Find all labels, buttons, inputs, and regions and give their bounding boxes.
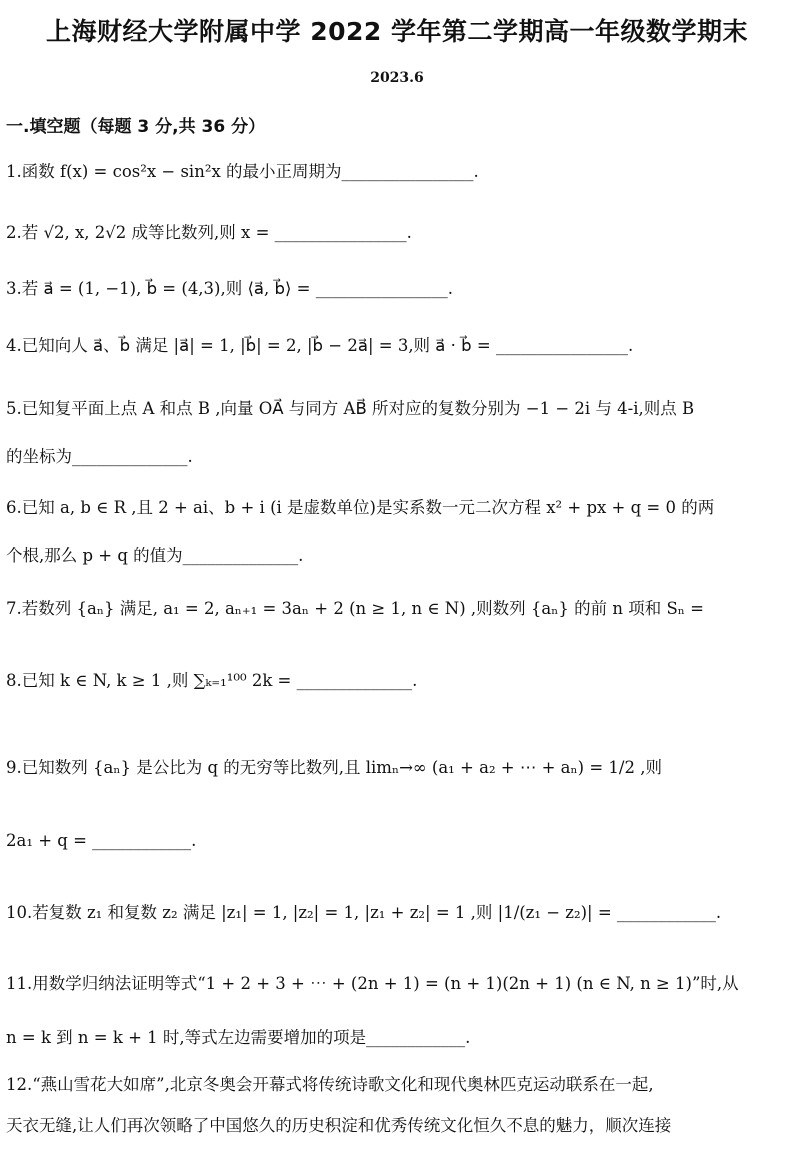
question-11-line-2: n = k 到 n = k + 1 时,等式左边需要增加的项是____________. <box>6 1028 471 1047</box>
question-10: 10.若复数 z₁ 和复数 z₂ 满足 |z₁| = 1, |z₂| = 1, |z₁ + z₂| = 1 ,则 |1/(z₁ − z₂)| = ____________. <box>6 903 722 922</box>
exam-date: 2023.6 <box>370 70 424 86</box>
question-8: 8.已知 k ∈ N, k ≥ 1 ,则 ∑ₖ₌₁¹⁰⁰ 2k = ______________. <box>6 671 418 690</box>
question-1: 1.函数 f(x) = cos²x − sin²x 的最小正周期为________________. <box>6 162 479 181</box>
question-5-line-2: 的坐标为______________. <box>6 447 193 466</box>
question-12-line-1: 12.“燕山雪花大如席”,北京冬奥会开幕式将传统诗歌文化和现代奥林匹克运动联系在一起, <box>6 1075 654 1094</box>
question-5-line-1: 5.已知复平面上点 A 和点 B ,向量 OA⃗ 与同方 AB⃗ 所对应的复数分别为 −1 − 2i 与 4-i,则点 B <box>6 399 695 418</box>
question-2: 2.若 √2, x, 2√2 成等比数列,则 x = ________________. <box>6 223 412 242</box>
question-6-line-2: 个根,那么 p + q 的值为______________. <box>6 546 304 565</box>
question-11-line-1: 11.用数学归纳法证明等式“1 + 2 + 3 + ⋯ + (2n + 1) = (n + 1)(2n + 1) (n ∈ N, n ≥ 1)”时,从 <box>6 974 739 993</box>
question-3: 3.若 a⃗ = (1, −1), b⃗ = (4,3),则 ⟨a⃗, b⃗⟩ = ________________. <box>6 279 453 298</box>
question-9-line-1: 9.已知数列 {aₙ} 是公比为 q 的无穷等比数列,且 limₙ→∞ (a₁ + a₂ + ⋯ + aₙ) = 1/2 ,则 <box>6 758 662 777</box>
question-6-line-1: 6.已知 a, b ∈ R ,且 2 + ai、b + i (i 是虚数单位)是实系数一元二次方程 x² + px + q = 0 的两 <box>6 498 715 517</box>
question-4: 4.已知向人 a⃗、b⃗ 满足 |a⃗| = 1, |b⃗| = 2, |b⃗ − 2a⃗| = 3,则 a⃗ · b⃗ = ________________. <box>6 336 634 355</box>
question-9-line-2: 2a₁ + q = ____________. <box>6 831 197 850</box>
question-7: 7.若数列 {aₙ} 满足, a₁ = 2, aₙ₊₁ = 3aₙ + 2 (n ≥ 1, n ∈ N) ,则数列 {aₙ} 的前 n 项和 Sₙ = <box>6 599 704 618</box>
exam-title: 上海财经大学附属中学 2022 学年第二学期高一年级数学期末 <box>46 17 748 46</box>
section-heading: 一.填空题（每题 3 分,共 36 分） <box>6 117 266 137</box>
question-12-line-2: 天衣无缝,让人们再次领略了中国悠久的历史积淀和优秀传统文化恒久不息的魅力，顺次连接 <box>6 1116 672 1135</box>
